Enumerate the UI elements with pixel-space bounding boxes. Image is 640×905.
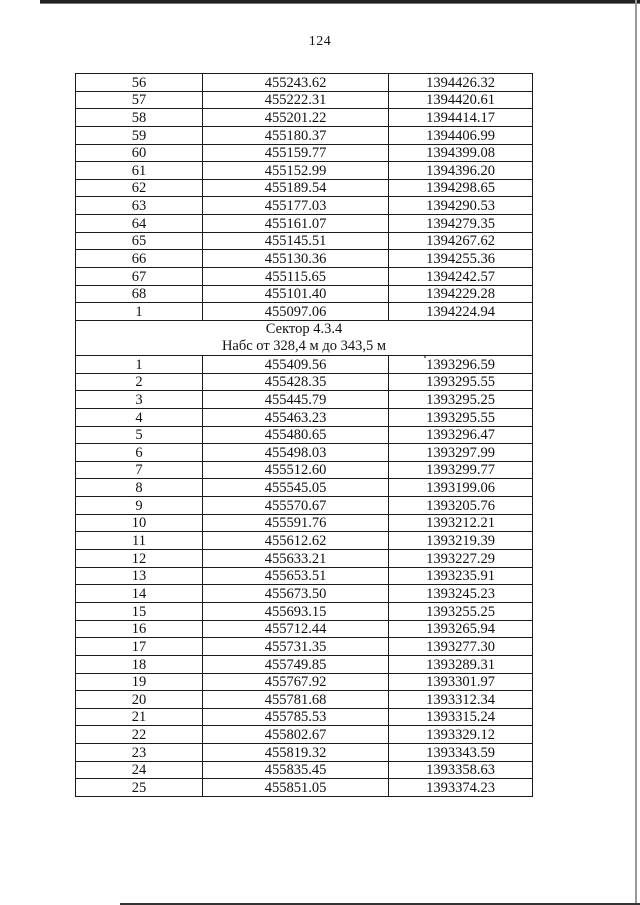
y-coordinate-cell: 1393289.31 — [389, 655, 533, 673]
point-number-cell: 58 — [76, 109, 203, 127]
table-row — [76, 426, 533, 444]
y-coordinate-cell: 1393227.29 — [389, 550, 533, 568]
table-row — [76, 497, 533, 515]
table-row — [76, 602, 533, 620]
x-coordinate-cell: 455612.62 — [203, 532, 389, 550]
table-row — [76, 444, 533, 462]
table-row — [76, 285, 533, 303]
x-coordinate-cell: 455749.85 — [203, 655, 389, 673]
table-row — [76, 550, 533, 568]
y-coordinate-cell: 1393255.25 — [389, 602, 533, 620]
y-coordinate-cell: 1393296.59 — [389, 355, 533, 373]
x-coordinate-cell: 455819.32 — [203, 744, 389, 762]
point-number-cell: 7 — [76, 461, 203, 479]
table-row — [76, 691, 533, 709]
sector-header-cell — [76, 320, 533, 355]
x-coordinate-cell: 455802.67 — [203, 726, 389, 744]
coordinates-table — [75, 73, 533, 797]
point-number-cell: 3 — [76, 391, 203, 409]
x-coordinate-cell: 455161.07 — [203, 215, 389, 233]
point-number-cell: 22 — [76, 726, 203, 744]
table-row — [76, 303, 533, 321]
y-coordinate-cell: 1394396.20 — [389, 162, 533, 180]
table-row — [76, 179, 533, 197]
x-coordinate-cell: 455498.03 — [203, 444, 389, 462]
scan-edge-top-shadow — [40, 3, 640, 4]
x-coordinate-cell: 455189.54 — [203, 179, 389, 197]
table-row — [76, 74, 533, 92]
table-row — [76, 567, 533, 585]
table-row — [76, 408, 533, 426]
table-row — [76, 144, 533, 162]
table-row — [76, 162, 533, 180]
table-row — [76, 268, 533, 286]
point-number-cell: 19 — [76, 673, 203, 691]
x-coordinate-cell: 455712.44 — [203, 620, 389, 638]
table-body-after-sector — [76, 355, 533, 796]
x-coordinate-cell: 455570.67 — [203, 497, 389, 515]
x-coordinate-cell: 455130.36 — [203, 250, 389, 268]
table-row — [76, 673, 533, 691]
x-coordinate-cell: 455101.40 — [203, 285, 389, 303]
point-number-cell: 17 — [76, 638, 203, 656]
y-coordinate-cell: 1393219.39 — [389, 532, 533, 550]
y-coordinate-cell: 1393205.76 — [389, 497, 533, 515]
point-number-cell: 25 — [76, 779, 203, 797]
x-coordinate-cell: 455673.50 — [203, 585, 389, 603]
point-number-cell: 2 — [76, 373, 203, 391]
table-row — [76, 638, 533, 656]
point-number-cell: 18 — [76, 655, 203, 673]
x-coordinate-cell: 455152.99 — [203, 162, 389, 180]
point-number-cell: 61 — [76, 162, 203, 180]
table-row — [76, 779, 533, 797]
table-row — [76, 215, 533, 233]
y-coordinate-cell: 1393295.55 — [389, 408, 533, 426]
table-row — [76, 126, 533, 144]
table-row — [76, 250, 533, 268]
point-number-cell: 59 — [76, 126, 203, 144]
y-coordinate-cell: 1394267.62 — [389, 232, 533, 250]
point-number-cell: 16 — [76, 620, 203, 638]
table-row — [76, 655, 533, 673]
point-number-cell: 63 — [76, 197, 203, 215]
point-number-cell: 64 — [76, 215, 203, 233]
y-coordinate-cell: 1393301.97 — [389, 673, 533, 691]
y-coordinate-cell: 1393245.23 — [389, 585, 533, 603]
point-number-cell: 56 — [76, 74, 203, 92]
table-row — [76, 91, 533, 109]
y-coordinate-cell: 1394298.65 — [389, 179, 533, 197]
y-coordinate-cell: 1393277.30 — [389, 638, 533, 656]
y-coordinate-cell: 1394290.53 — [389, 197, 533, 215]
x-coordinate-cell: 455145.51 — [203, 232, 389, 250]
point-number-cell: 57 — [76, 91, 203, 109]
x-coordinate-cell: 455835.45 — [203, 761, 389, 779]
point-number-cell: 6 — [76, 444, 203, 462]
y-coordinate-cell: 1393297.99 — [389, 444, 533, 462]
table-row — [76, 391, 533, 409]
x-coordinate-cell: 455591.76 — [203, 514, 389, 532]
table-row — [76, 197, 533, 215]
point-number-cell: 1 — [76, 355, 203, 373]
x-coordinate-cell: 455409.56 — [203, 355, 389, 373]
table-row — [76, 109, 533, 127]
page-number: 124 — [308, 34, 332, 49]
point-number-cell: 10 — [76, 514, 203, 532]
point-number-cell: 9 — [76, 497, 203, 515]
x-coordinate-cell: 455097.06 — [203, 303, 389, 321]
sector-header-body — [76, 320, 533, 355]
point-number-cell: 13 — [76, 567, 203, 585]
y-coordinate-cell: 1393295.25 — [389, 391, 533, 409]
point-number-cell: 4 — [76, 408, 203, 426]
table-row — [76, 620, 533, 638]
point-number-cell: 67 — [76, 268, 203, 286]
scan-speck — [424, 356, 426, 358]
x-coordinate-cell: 455463.23 — [203, 408, 389, 426]
table-row — [76, 514, 533, 532]
x-coordinate-cell: 455480.65 — [203, 426, 389, 444]
table-row — [76, 232, 533, 250]
table-body-before-sector — [76, 74, 533, 321]
x-coordinate-cell: 455201.22 — [203, 109, 389, 127]
x-coordinate-cell: 455653.51 — [203, 567, 389, 585]
table-row — [76, 532, 533, 550]
point-number-cell: 60 — [76, 144, 203, 162]
x-coordinate-cell: 455785.53 — [203, 708, 389, 726]
y-coordinate-cell: 1394224.94 — [389, 303, 533, 321]
x-coordinate-cell: 455781.68 — [203, 691, 389, 709]
x-coordinate-cell: 455428.35 — [203, 373, 389, 391]
y-coordinate-cell: 1394229.28 — [389, 285, 533, 303]
y-coordinate-cell: 1393315.24 — [389, 708, 533, 726]
point-number-cell: 66 — [76, 250, 203, 268]
x-coordinate-cell: 455512.60 — [203, 461, 389, 479]
point-number-cell: 20 — [76, 691, 203, 709]
point-number-cell: 14 — [76, 585, 203, 603]
point-number-cell: 5 — [76, 426, 203, 444]
y-coordinate-cell: 1393199.06 — [389, 479, 533, 497]
y-coordinate-cell: 1393374.23 — [389, 779, 533, 797]
table-row — [76, 479, 533, 497]
x-coordinate-cell: 455177.03 — [203, 197, 389, 215]
sector-subtitle: Набс от 328,4 м до 343,5 м — [221, 337, 387, 354]
y-coordinate-cell: 1394242.57 — [389, 268, 533, 286]
table-row — [76, 744, 533, 762]
y-coordinate-cell: 1394255.36 — [389, 250, 533, 268]
y-coordinate-cell: 1394420.61 — [389, 91, 533, 109]
y-coordinate-cell: 1393265.94 — [389, 620, 533, 638]
y-coordinate-cell: 1394279.35 — [389, 215, 533, 233]
x-coordinate-cell: 455731.35 — [203, 638, 389, 656]
x-coordinate-cell: 455545.05 — [203, 479, 389, 497]
point-number-cell: 21 — [76, 708, 203, 726]
sector-title: Сектор 4.3.4 — [265, 321, 343, 338]
x-coordinate-cell: 455115.65 — [203, 268, 389, 286]
y-coordinate-cell: 1393296.47 — [389, 426, 533, 444]
x-coordinate-cell: 455767.92 — [203, 673, 389, 691]
point-number-cell: 23 — [76, 744, 203, 762]
table-row — [76, 708, 533, 726]
sector-header-row — [76, 320, 533, 355]
table-row — [76, 373, 533, 391]
y-coordinate-cell: 1394406.99 — [389, 126, 533, 144]
y-coordinate-cell: 1393329.12 — [389, 726, 533, 744]
x-coordinate-cell: 455159.77 — [203, 144, 389, 162]
point-number-cell: 68 — [76, 285, 203, 303]
y-coordinate-cell: 1393312.34 — [389, 691, 533, 709]
x-coordinate-cell: 455243.62 — [203, 74, 389, 92]
table-row — [76, 726, 533, 744]
x-coordinate-cell: 455851.05 — [203, 779, 389, 797]
point-number-cell: 65 — [76, 232, 203, 250]
point-number-cell: 1 — [76, 303, 203, 321]
y-coordinate-cell: 1394414.17 — [389, 109, 533, 127]
table-row — [76, 585, 533, 603]
y-coordinate-cell: 1393358.63 — [389, 761, 533, 779]
x-coordinate-cell: 455180.37 — [203, 126, 389, 144]
y-coordinate-cell: 1393235.91 — [389, 567, 533, 585]
y-coordinate-cell: 1393295.55 — [389, 373, 533, 391]
table-row — [76, 355, 533, 373]
y-coordinate-cell: 1393343.59 — [389, 744, 533, 762]
y-coordinate-cell: 1393212.21 — [389, 514, 533, 532]
point-number-cell: 8 — [76, 479, 203, 497]
table-row — [76, 761, 533, 779]
y-coordinate-cell: 1393299.77 — [389, 461, 533, 479]
point-number-cell: 24 — [76, 761, 203, 779]
table-row — [76, 461, 533, 479]
y-coordinate-cell: 1394426.32 — [389, 74, 533, 92]
point-number-cell: 15 — [76, 602, 203, 620]
x-coordinate-cell: 455633.21 — [203, 550, 389, 568]
x-coordinate-cell: 455445.79 — [203, 391, 389, 409]
y-coordinate-cell: 1394399.08 — [389, 144, 533, 162]
point-number-cell: 12 — [76, 550, 203, 568]
scan-edge-right — [635, 0, 637, 905]
x-coordinate-cell: 455222.31 — [203, 91, 389, 109]
point-number-cell: 62 — [76, 179, 203, 197]
x-coordinate-cell: 455693.15 — [203, 602, 389, 620]
point-number-cell: 11 — [76, 532, 203, 550]
